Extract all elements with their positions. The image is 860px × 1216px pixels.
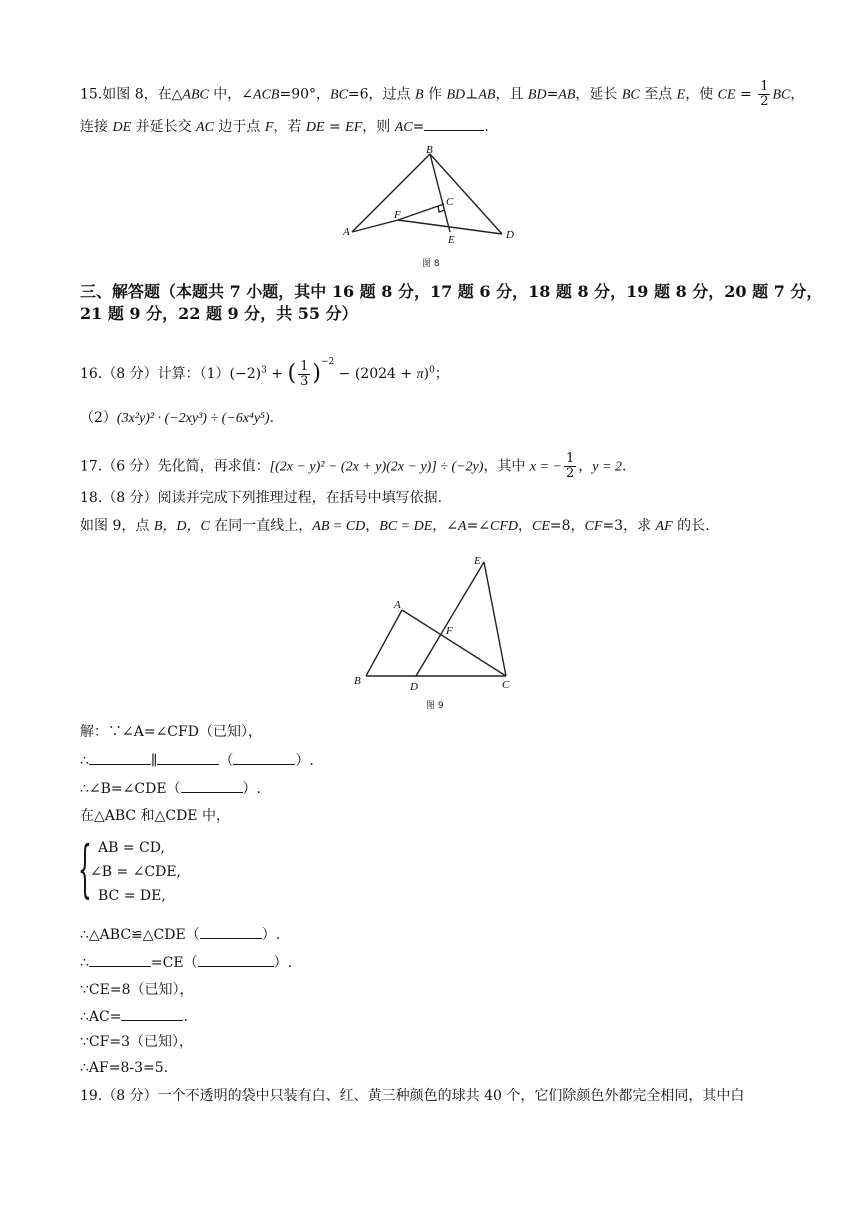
q17-line: 17.（6 分）先化简，再求值：[(2x − y)² − (2x + y)(2x − y)] ÷ (−2y)，其中 x = − $\frac{1}{2}$ ，y = 2. <box>80 451 627 481</box>
sol-line9: ∵CF=3（已知）， <box>80 1034 193 1050</box>
sol-line7: ∵CE=8（已知）， <box>80 982 194 998</box>
q16-part2: （2）(3x²y)² · (−2xy³) ÷ (−6x⁴y⁵). <box>80 410 275 426</box>
answer-blank[interactable] <box>233 750 295 765</box>
system-line1: AB = CD, <box>98 840 165 856</box>
answer-blank[interactable] <box>157 750 219 765</box>
label-a: A <box>394 599 401 611</box>
answer-blank[interactable] <box>424 116 484 131</box>
fraction-one-half: $\frac{1}{2}$ <box>760 79 769 109</box>
q15-line1: 15.如图 8，在△ABC 中，∠ACB=90°，BC=6，过点 B 作 BD⊥AB，且 BD=AB，延长 BC 至点 E，使 CE = $\frac{1}{2}$ BC， <box>80 79 805 109</box>
sol-line8: ∴AC= . <box>80 1006 188 1027</box>
system-brace: { <box>78 832 92 905</box>
segment-ba <box>366 610 402 676</box>
label-f: F <box>446 625 453 637</box>
section-3-heading-line1: 三、解答题（本题共 7 小题，其中 16 题 8 分，17 题 6 分，18 题 8 分，19 题 8 分，20 题 7 分， <box>80 282 823 301</box>
answer-blank[interactable] <box>198 952 274 967</box>
label-a: A <box>343 226 350 238</box>
section-3-heading-line2: 21 题 9 分，22 题 9 分，共 55 分） <box>80 304 358 323</box>
q18-line1: 18.（8 分）阅读并完成下列推理过程，在括号中填写依据. <box>80 490 443 506</box>
figure-9-caption: 图 9 <box>426 701 444 711</box>
figure-8-caption: 图 8 <box>422 259 440 269</box>
label-b: B <box>354 675 361 687</box>
fraction-one-half: $\frac{1}{2}$ <box>566 451 575 481</box>
sol-line4: 在△ABC 和△CDE 中， <box>80 808 230 824</box>
label-f: F <box>394 209 401 221</box>
segment-de <box>416 562 484 676</box>
label-d: D <box>410 681 418 693</box>
label-c: C <box>446 196 454 208</box>
q18-line2: 如图 9，点 B，D，C 在同一直线上，AB = CD，BC = DE，∠A=∠CFD，CE=8，CF=3，求 AF 的长. <box>80 518 710 534</box>
segment-ab <box>352 154 430 232</box>
figure-9 <box>344 548 520 712</box>
answer-blank[interactable] <box>89 952 151 967</box>
segment-fc <box>398 204 444 220</box>
q19-line1: 19.（8 分）一个不透明的袋中只装有白、红、黄三种颜色的球共 40 个，它们除颜色外都完全相同，其中白 <box>80 1088 745 1104</box>
sol-line2: ∴ ∥ （ ）. <box>80 750 314 771</box>
label-e: E <box>474 555 481 567</box>
sol-line1: 解：∵∠A=∠CFD（已知）， <box>80 724 262 740</box>
q16-part1: 16.（8 分）计算：$(1)(-2)^3$ + ( $\frac{1}{3}$ )$^{-2} - (2024 + \pi)^0$； <box>80 357 449 389</box>
answer-blank[interactable] <box>200 924 262 939</box>
sol-line10: ∴AF=8-3=5. <box>80 1060 169 1076</box>
segment-ec <box>484 562 506 676</box>
q15-line2: 连接 DE 并延长交 AC 边于点 F，若 DE = EF，则 AC= . <box>80 116 489 138</box>
label-d: D <box>506 229 514 241</box>
sol-line6: ∴ =CE（ ）. <box>80 952 292 973</box>
label-b: B <box>426 144 433 156</box>
segment-ac <box>402 610 506 676</box>
system-line3: BC = DE, <box>98 888 166 904</box>
figure-8 <box>340 142 520 274</box>
label-c: C <box>502 679 510 691</box>
answer-blank[interactable] <box>89 750 151 765</box>
sol-line5: ∴△ABC≌△CDE（ ）. <box>80 924 280 945</box>
fraction-one-third: $\frac{1}{3}$ <box>300 358 309 389</box>
label-e: E <box>448 234 455 246</box>
answer-blank[interactable] <box>121 1006 183 1021</box>
answer-blank[interactable] <box>181 778 243 793</box>
sol-line3: ∴∠B=∠CDE（ ）. <box>80 778 261 799</box>
system-line2: ∠B = ∠CDE, <box>90 864 181 880</box>
